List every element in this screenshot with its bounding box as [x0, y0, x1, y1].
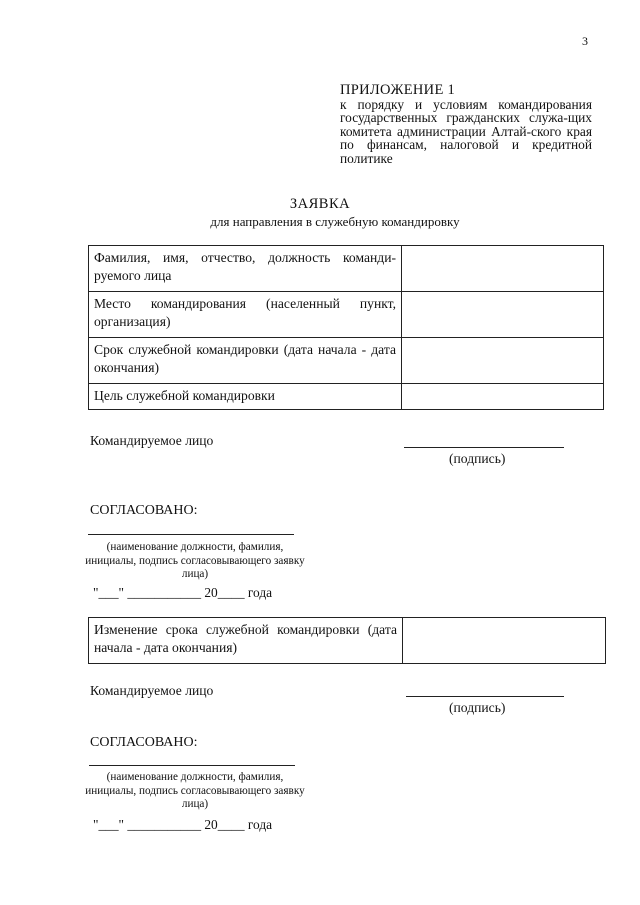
row-value-purpose[interactable] — [402, 384, 604, 410]
appendix-text: к порядку и условиям командирования государственных гражданских служа-щих комитета администрации Алтай-ского края по финансам, налоговой и кредитной политике — [340, 96, 592, 166]
row-label-change-period: Изменение срока служебной командировки (дата начала - дата окончания) — [89, 618, 403, 664]
page-number: 3 — [582, 34, 588, 48]
table-row — [89, 384, 604, 410]
appendix-header — [340, 84, 592, 165]
table-row — [89, 246, 604, 292]
row-value-full-name[interactable] — [402, 246, 604, 292]
approval-title: СОГЛАСОВАНО: — [90, 735, 198, 750]
approval-caption: (наименование должности, фамилия, инициалы, подпись согласовывающего заявку лица) — [85, 771, 305, 810]
row-value-destination[interactable] — [402, 292, 604, 338]
signer-label: Командируемое лицо — [90, 433, 214, 448]
approval-title: СОГЛАСОВАНО: — [90, 503, 198, 518]
table-row — [89, 338, 604, 384]
signature-line[interactable] — [406, 696, 564, 697]
signature-line[interactable] — [404, 447, 564, 448]
approval-caption: (наименование должности, фамилия, инициалы, подпись согласовывающего заявку лица) — [85, 541, 305, 580]
appendix-title: ПРИЛОЖЕНИЕ 1 — [340, 82, 456, 98]
row-label-destination: Место командирования (населенный пункт, организация) — [89, 292, 402, 338]
approval-date: "___" ___________ 20____ года — [93, 585, 273, 600]
row-value-period[interactable] — [402, 338, 604, 384]
approval-line[interactable] — [89, 765, 295, 766]
row-label-purpose: Цель служебной командировки — [89, 384, 402, 410]
signer-label: Командируемое лицо — [90, 683, 214, 698]
row-value-change-period[interactable] — [403, 618, 606, 664]
document-subtitle: для направления в служебную командировку — [210, 214, 460, 229]
table-row — [89, 292, 604, 338]
document-title: ЗАЯВКА — [289, 196, 351, 212]
table-row — [89, 618, 606, 664]
signature-caption: (подпись) — [449, 451, 506, 466]
row-label-period: Срок служебной командировки (дата начала - дата окончания) — [89, 338, 402, 384]
row-label-full-name: Фамилия, имя, отчество, должность команди-руемого лица — [89, 246, 402, 292]
change-period-table — [88, 617, 606, 664]
approval-line[interactable] — [88, 534, 294, 535]
approval-date: "___" ___________ 20____ года — [93, 817, 273, 832]
signature-caption: (подпись) — [449, 700, 506, 715]
request-form-table — [88, 245, 604, 410]
